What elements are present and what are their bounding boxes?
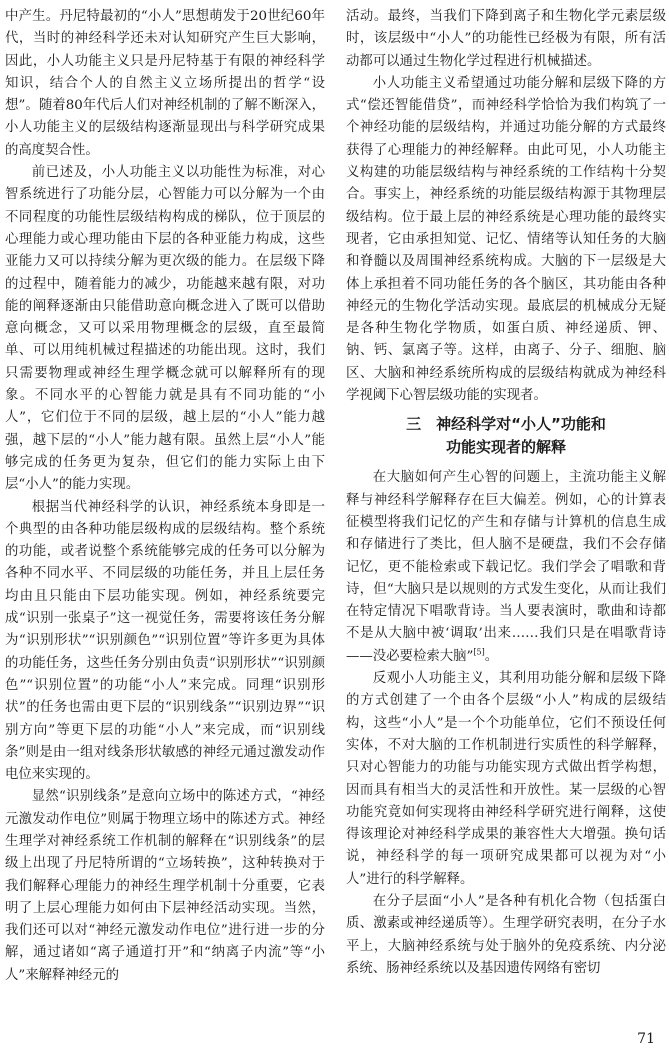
paragraph-tail: 。 <box>484 648 499 664</box>
left-column <box>5 6 325 987</box>
paragraph-text: 在大脑如何产生心智的问题上，主流功能主义解释与神经科学解释存在巨大偏差。例如，心的计算表征模型将我们记忆的产生和存储与计算机的信息生成和存储进行了类比，但人脑不是硬盘，我们不会存储记忆，更不能检索或下载记忆。我们学会了唱歌和背诗，但“大脑只是以规则的方式发生变化，从而让我们在特定情况下唱歌背诗。当人要表演时，歌曲和诗都不是从大脑中被‘调取’出来……我们只是在唱歌背诗——没必要检索大脑” <box>346 470 666 664</box>
paragraph: 根据当代神经科学的认识，神经系统本身即是一个典型的由各种功能层级构成的层级结构。整个系统的功能，或者说整个系统能够完成的任务可以分解为各种不同水平、不同层级的功能任务，并且上层任务均由且只能由下层功能实现。例如，神经系统要完成“识别一张桌子”这一视觉任务，需要将该任务分解为“识别形状”“识别颜色”“识别位置”等许多更为具体的功能任务，这些任务分别由负责“识别形状”“识别颜色”“识别位置”的功能“小人”来完成。同理“识别形状”的任务也需由更下层的“识别线条”“识别边界”“识别方向”等更下层的功能“小人”来完成，而“识别线条”则是由一组对线条形状敏感的神经元通过激发动作电位来实现的。 <box>5 499 325 783</box>
paragraph: 前已述及，小人功能主义以功能性为标准，对心智系统进行了功能分层，心智能力可以分解为一个由不同程度的功能性层级结构构成的梯队，位于顶层的心理能力或心理功能由下层的各种亚能力构成，这些亚能力又可以持续分解为更次级的能力。在层级下降的过程中，随着能力的减少，功能越来越有限，对功能的阐释逐渐由只能借助意向概念进入了既可以借助意向概念，又可以采用物理概念的层级，直至最简单、可以用纯机械过程描述的功能出现。这时，我们只需要物理或神经生理学概念就可以解释所有的现象。不同水平的心智能力就是具有不同功能的“小人”，它们位于不同的层级，越上层的“小人”能力越强，越下层的“小人”能力越有限。虽然上层“小人”能够完成的任务更为复杂，但它们的能力实际上由下层“小人”的能力实现。 <box>5 165 325 493</box>
section-heading <box>346 413 666 459</box>
page-number: 71 <box>637 1031 655 1047</box>
paragraph: 在分子层面“小人”是各种有机化合物（包括蛋白质、激素或神经递质等）。生理学研究表明，在分子水平上，大脑神经系统与处于脑外的免疫系统、内分泌系统、肠神经系统以及基因遗传网络有密切 <box>346 893 666 976</box>
paragraph: 活动。最终，当我们下降到离子和生物化学元素层级时，该层级中“小人”的功能性已经极为有限，所有活动都可以通过生物化学过程进行机械描述。 <box>346 9 666 69</box>
paragraph: 小人功能主义希望通过功能分解和层级下降的方式“偿还智能借贷”，而神经科学恰恰为我们构筑了一个神经功能的层级结构，并通过功能分解的方式最终获得了心理能力的神经解释。由此可见，小人功能主义构建的功能层级结构与神经系统的工作结构十分契合。事实上，神经系统的功能层级结构源于其物理层级结构。位于最上层的神经系统是心理功能的最终实现者，它由承担知觉、记忆、情绪等认知任务的大脑和脊髓以及周围神经系统构成。大脑的下一层级是大体上承担着不同功能任务的各个脑区，其功能由各种神经元的生物化学活动实现。最底层的机械成分无疑是各种生物化学物质，如蛋白质、神经递质、钾、钠、钙、氯离子等。这样，由离子、分子、细胞、脑区、大脑和神经系统所构成的层级结构就成为神经科学视阈下心智层级功能的实现者。 <box>346 75 666 404</box>
right-column <box>346 6 666 980</box>
citation-reference[interactable]: [5] <box>473 647 485 657</box>
paragraph: 反观小人功能主义，其利用功能分解和层级下降的方式创建了一个由各个层级“小人”构成的层级结构，这些“小人”是一个个功能单位，它们不预设任何实体，不对大脑的工作机制进行实质性的科学解释，只对心智能力的功能与功能实现方式做出哲学构想，因而具有相当大的灵活性和开放性。某一层级的心智功能究竟如何实现将由神经科学研究进行阐释，这使得该理论对神经科学成果的兼容性大大增强。换句话说，神经科学的每一项研究成果都可以视为对“小人”进行的科学解释。 <box>346 671 666 887</box>
section-heading-line-2: 功能实现者的解释 <box>445 438 566 457</box>
section-heading-line-1: 三 神经科学对“小人”功能和 <box>406 415 606 434</box>
paragraph: 中产生。丹尼特最初的“小人”思想萌发于20世纪60年代，当时的神经科学还未对认知研究产生巨大影响，因此，小人功能主义只是丹尼特基于有限的神经科学知识，结合个人的自然主义立场所提出的哲学“设想”。随着80年代后人们对神经机制的了解不断深入，小人功能主义的层级结构逐渐显现出与科学研究成果的高度契合性。 <box>5 9 325 158</box>
paragraph: 显然“识别线条”是意向立场中的陈述方式，“神经元激发动作电位”则属于物理立场中的陈述方式。神经生理学对神经系统工作机制的解释在“识别线条”的层级上出现了丹尼特所谓的“立场转换”，这种转换对于我们解释心理能力的神经生理学机制十分重要，它表明了上层心理能力如何由下层神经活动实现。当然，我们还可以对“神经元激发动作电位”进行进一步的分解，通过诸如“离子通道打开”和“纳离子内流”等“小人”来解释神经元的 <box>5 789 325 983</box>
paragraph-with-citation <box>346 467 666 668</box>
